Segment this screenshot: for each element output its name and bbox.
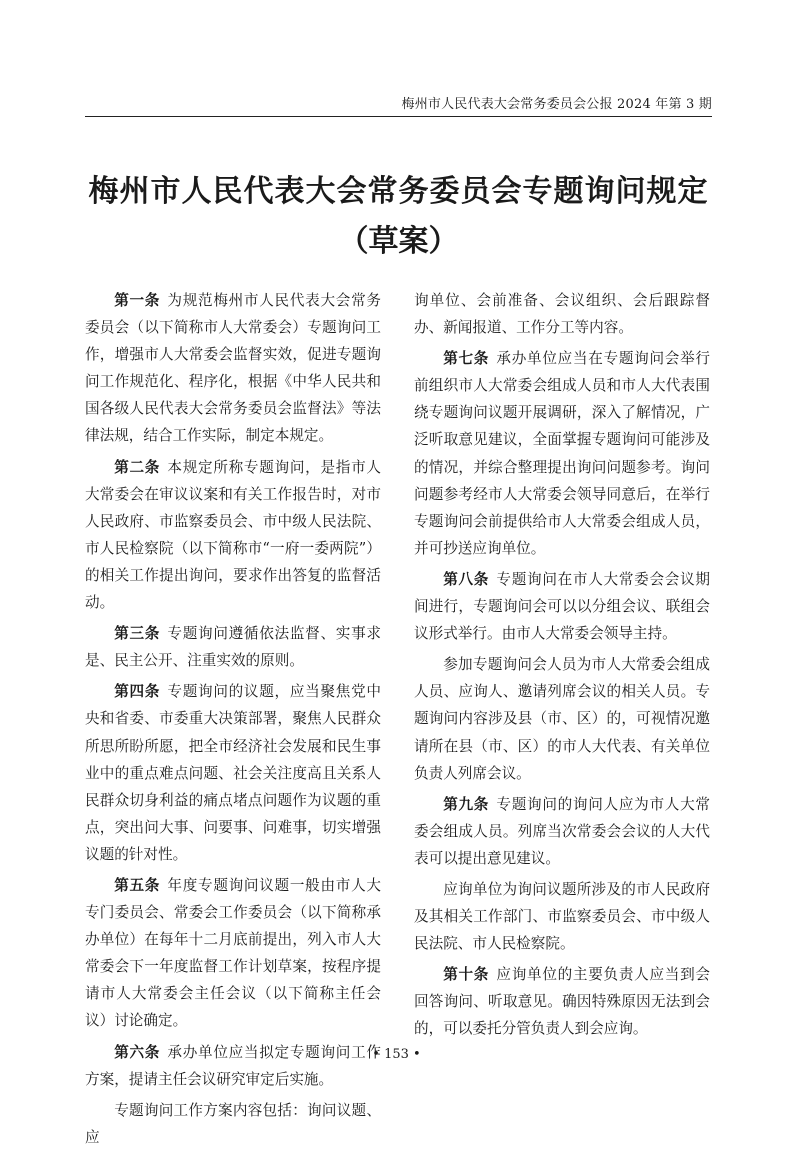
article-label: 第十条 [443, 966, 490, 984]
article-9-paragraph [414, 876, 710, 957]
article-label: 第二条 [114, 458, 161, 476]
article-9 [414, 791, 710, 872]
page-number: • 153 • [372, 1047, 421, 1062]
article-1 [85, 287, 381, 450]
article-8 [414, 566, 710, 647]
article-label: 第八条 [443, 570, 490, 588]
left-column [85, 287, 381, 1155]
article-label: 第六条 [114, 1043, 161, 1061]
article-text: 专题询问的议题，应当聚焦党中央和省委、市委重大决策部署，聚焦人民群众所思所盼所愿，把全市经济社会发展和民生事业中的重点难点问题、社会关注度高且关系人民群众切身利益的痛点堵点问题作为议题的重点，突出问大事、问要事、问难事，切实增强议题的针对性。 [85, 683, 381, 863]
article-label: 第四条 [114, 683, 161, 701]
article-4 [85, 678, 381, 868]
article-5 [85, 872, 381, 1035]
article-label: 第五条 [114, 876, 161, 894]
document-subtitle: （草案） [338, 224, 459, 259]
article-6-paragraph [85, 1097, 381, 1151]
article-text: 专题询问工作方案内容包括：询问议题、应 [85, 1101, 381, 1146]
article-label: 第三条 [114, 625, 161, 643]
article-text: 承办单位应当拟定专题询问工作方案，提请主任会议研究审定后实施。 [85, 1043, 381, 1088]
article-text: 年度专题询问议题一般由市人大专门委员会、常委会工作委员会（以下简称承办单位）在每年十二月底前提出，列入市人大常委会下一年度监督工作计划草案，按程序提请市人大常委会主任会议（以下简称主任会议）讨论确定。 [85, 876, 381, 1030]
right-column [414, 287, 710, 1047]
article-text: 应询单位为询问议题所涉及的市人民政府及其相关工作部门、市监察委员会、市中级人民法院、市人民检察院。 [414, 880, 710, 953]
article-text: 为规范梅州市人民代表大会常务委员会（以下简称市人大常委会）专题询问工作，增强市人大常委会监督实效，促进专题询问工作规范化、程序化，根据《中华人民共和国各级人民代表大会常务委员会监督法》等法律法规，结合工作实际，制定本规定。 [85, 292, 381, 445]
article-2 [85, 454, 381, 617]
header-rule [85, 116, 712, 117]
article-text: 询单位、会前准备、会议组织、会后跟踪督办、新闻报道、工作分工等内容。 [414, 292, 710, 337]
running-header: 梅州市人民代表大会常务委员会公报 2024 年第 3 期 [401, 97, 712, 112]
article-text: 参加专题询问会人员为市人大常委会组成人员、应询人、邀请列席会议的相关人员。专题询问内容涉及县（市、区）的，可视情况邀请所在县（市、区）的市人大代表、有关单位负责人列席会议。 [414, 656, 710, 782]
article-text: 专题询问的询问人应为市人大常委会组成人员。列席当次常委会会议的人大代表可以提出意见建议。 [414, 795, 710, 867]
article-label: 第一条 [114, 292, 161, 309]
article-6-continuation [414, 287, 710, 341]
article-label: 第九条 [443, 795, 490, 813]
article-text: 本规定所称专题询问，是指市人大常委会在审议议案和有关工作报告时，对市人民政府、市监察委员会、市中级人民法院、市人民检察院（以下简称市“一府一委两院”）的相关工作提出询问，要求作出答复的监督活动。 [85, 458, 381, 612]
article-label: 第七条 [443, 350, 490, 368]
article-text: 应询单位的主要负责人应当到会回答询问、听取意见。确因特殊原因无法到会的，可以委托分管负责人到会应询。 [414, 966, 710, 1038]
article-10 [414, 961, 710, 1042]
article-7 [414, 345, 710, 562]
article-text: 承办单位应当在专题询问会举行前组织市人大常委会组成人员和市人大代表围绕专题询问议题开展调研，深入了解情况，广泛听取意见建议，全面掌握专题询问可能涉及的情况，并综合整理提出询问问题参考。询问问题参考经市人大常委会领导同意后，在举行专题询问会前提供给市人大常委会组成人员，并可抄送应询单位。 [414, 350, 710, 557]
article-text: 专题询问在市人大常委会会议期间进行，专题询问会可以以分组会议、联组会议形式举行。由市人大常委会领导主持。 [414, 570, 710, 643]
article-text: 专题询问遵循依法监督、实事求是、民主公开、注重实效的原则。 [85, 625, 381, 670]
article-3 [85, 620, 381, 674]
article-8-paragraph [414, 651, 710, 786]
document-title: 梅州市人民代表大会常务委员会专题询问规定 [88, 174, 709, 209]
